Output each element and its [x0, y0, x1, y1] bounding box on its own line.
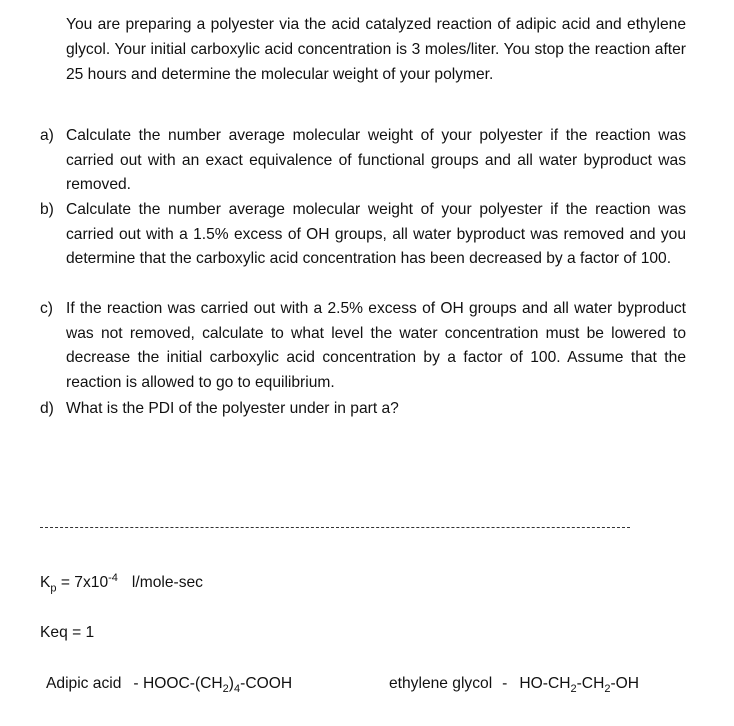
kp-equals: = 7x10	[56, 574, 109, 592]
question-letter: c)	[40, 300, 53, 317]
glycol-dash: -	[502, 675, 508, 692]
question-letter: b)	[40, 201, 54, 218]
dashed-divider	[40, 527, 630, 528]
adipic-acid-formula	[46, 675, 292, 695]
question-letter: a)	[40, 127, 54, 144]
ethylene-glycol-formula	[389, 675, 639, 695]
glycol-label: ethylene glycol	[389, 675, 493, 692]
adipic-formula-part: -COOH	[240, 675, 293, 692]
question-letter: d)	[40, 400, 54, 417]
glycol-subscript: 2	[604, 683, 611, 696]
question-text: Calculate the number average molecular weight of your polyester if the reaction was carried out with a 1.5% excess of OH groups, all water byproduct was removed and you determine that the carboxylic acid concentration has been decreased by a factor of 100.	[66, 201, 686, 267]
kp-symbol: K	[40, 574, 51, 592]
adipic-dash: -	[133, 675, 139, 692]
glycol-formula-part: HO-CH	[519, 675, 571, 692]
question-text: If the reaction was carried out with a 2.5% excess of OH groups and all water byproduct was not removed, calculate to what level the water concentration must be lowered to decrease the initial carboxylic acid concentration by a factor of 100. Assume that the reaction is allowed to go to equilibrium.	[66, 300, 686, 391]
question-a	[40, 124, 686, 198]
kp-units: l/mole-sec	[131, 574, 203, 592]
glycol-formula-part: -OH	[610, 675, 640, 692]
kp-subscript: p	[50, 582, 57, 595]
question-c	[40, 297, 686, 395]
question-d	[40, 397, 686, 422]
glycol-formula-part: -CH	[576, 675, 605, 692]
question-b	[40, 198, 686, 272]
question-text: Calculate the number average molecular weight of your polyester if the reaction was carried out with an exact equivalence of functional groups and all water byproduct was removed.	[66, 127, 686, 193]
adipic-formula-part: )	[228, 675, 234, 692]
adipic-subscript: 2	[222, 683, 229, 696]
adipic-formula-part: HOOC-(CH	[142, 675, 223, 692]
kp-exponent: -4	[108, 572, 118, 584]
adipic-label: Adipic acid	[46, 675, 122, 692]
glycol-subscript: 2	[570, 683, 577, 696]
keq-constant: Keq = 1	[40, 624, 95, 641]
adipic-subscript: 4	[234, 683, 241, 696]
kp-constant	[40, 572, 203, 594]
question-text: What is the PDI of the polyester under in part a?	[66, 400, 399, 417]
problem-intro: You are preparing a polyester via the acid catalyzed reaction of adipic acid and ethylene glycol. Your initial carboxylic acid concentration is 3 moles/liter. You stop the reaction after 25 hours and determine the molecular weight of your polymer.	[66, 16, 686, 83]
